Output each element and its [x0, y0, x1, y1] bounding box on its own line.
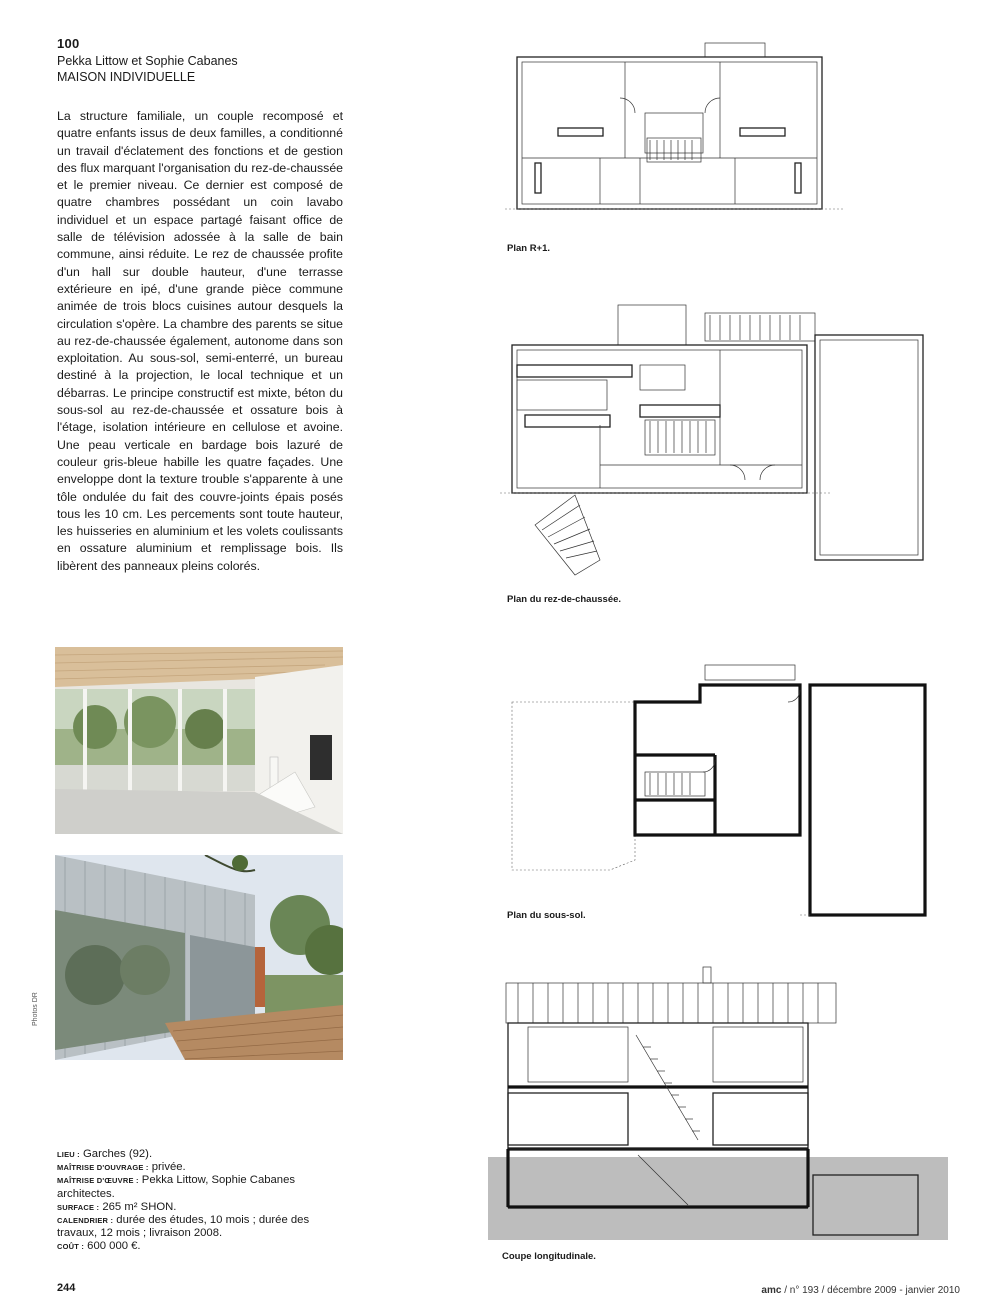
project-type: MAISON INDIVIDUELLE [57, 70, 196, 84]
photo-credit: Photos DR [32, 992, 39, 1026]
info-maitrise-oeuvre: MAÎTRISE D'ŒUVRE : Pekka Littow, Sophie Cabanes architectes. [57, 1174, 296, 1200]
issue-info: / n° 193 / décembre 2009 - janvier 2010 [781, 1285, 960, 1296]
interior-photo [55, 647, 343, 834]
exterior-photo [55, 855, 343, 1060]
project-info [57, 1148, 327, 1254]
info-lieu: LIEU : Garches (92). [57, 1148, 153, 1160]
coupe-drawing [488, 965, 948, 1240]
plan-r1-drawing [505, 38, 845, 220]
page-number: 244 [57, 1282, 76, 1294]
info-calendrier: CALENDRIER : durée des études, 10 mois ; durée des travaux, 12 mois ; livraison 2008. [57, 1214, 310, 1240]
caption-coupe: Coupe longitudinale. [502, 1251, 596, 1262]
info-surface: SURFACE : 265 m² SHON. [57, 1200, 177, 1213]
caption-plan-sous-sol: Plan du sous-sol. [507, 910, 586, 921]
info-cout: COÛT : 600 000 €. [57, 1240, 141, 1253]
footer-issue [660, 1285, 960, 1296]
authors: Pekka Littow et Sophie Cabanes [57, 54, 238, 68]
project-number: 100 [57, 36, 80, 51]
body-text: La structure familiale, un couple recomposé et quatre enfants issus de deux familles, a conditionné un travail d'éclatement des fonctions et de gestion des flux marquant l'organisation du rez-de-chaussée et le premier niveau. Ce dernier est composé de quatre chambres possédant un coin lavabo individuel et un espace partagé faisant office de salle de télévision adossée à la salle de bain commune, ainsi réduite. Le rez de chaussée profite d'un hall sur double hauteur, d'une terrasse extérieure en ipé, d'une grande pièce commune animée de trois blocs cuisines autour desquels la circulation s'opère. La chambre des parents se situe au rez-de-chaussée également, autonome dans son exploitation. Au sous-sol, semi-enterré, un bureau destiné à la projection, le local technique et un débarras. Le principe constructif est mixte, béton du sous-sol au rez-de-chaussée et ossature bois à l'étage, isolation intérieure en cellulose et avoine. Une peau verticale en bardage bois lazuré de couleur gris-bleue habille les quatre façades. Une enveloppe dont la texture trouble s'apparente à une tôle ondulée du fait des couvre-joints épais posés tous les 10 cm. Les percements sont toute hauteur, les huisseries en aluminium et les volets coulissants en ossature aluminium et remplissage bois. Ils libèrent des panneaux pleins colorés. [57, 109, 343, 573]
plan-rdc-drawing [500, 285, 940, 585]
caption-plan-rdc: Plan du rez-de-chaussée. [507, 594, 622, 605]
caption-plan-r1: Plan R+1. [507, 243, 551, 254]
magazine-name: amc [761, 1285, 782, 1296]
info-maitrise-ouvrage: MAÎTRISE D'OUVRAGE : privée. [57, 1161, 186, 1174]
plan-sous-sol-drawing [500, 660, 940, 920]
